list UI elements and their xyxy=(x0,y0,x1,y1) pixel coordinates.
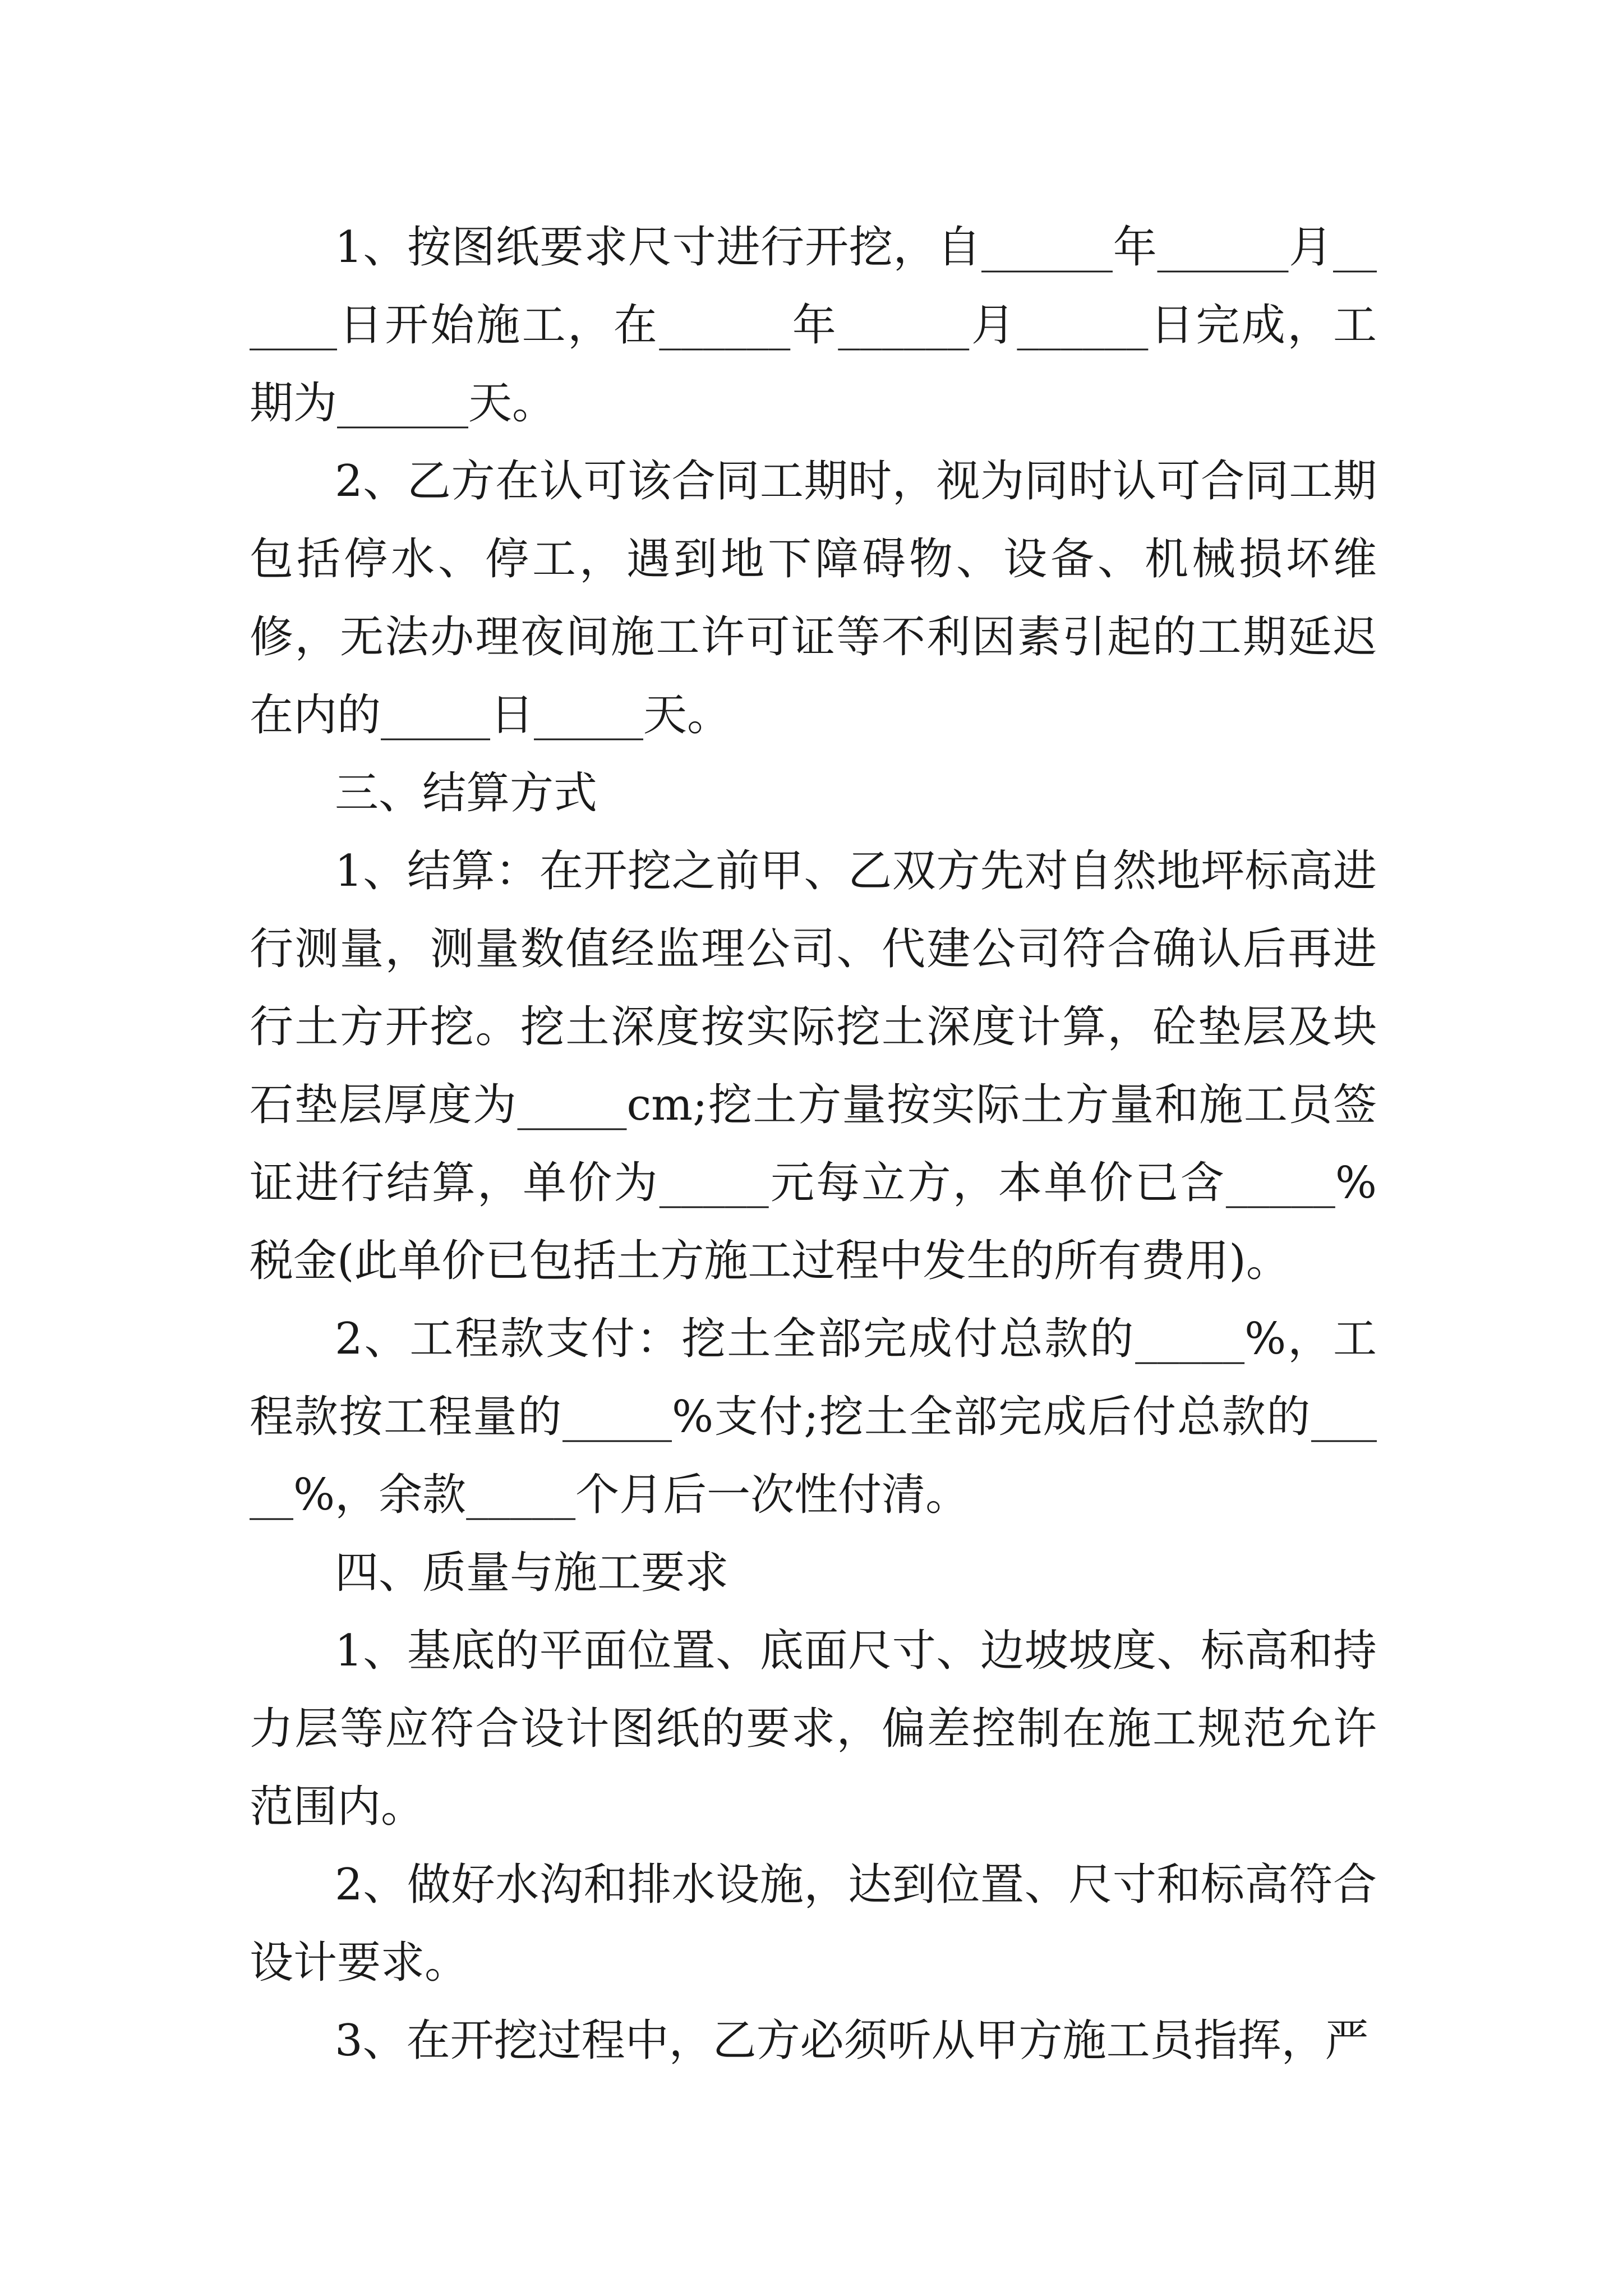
paragraph-schedule-dates: 1、按图纸要求尺寸进行开挖，自______年______月______日开始施工，在______年______月______日完成，工期为______天。 xyxy=(250,222,1377,429)
section-heading-quality: 四、质量与施工要求 xyxy=(335,1548,729,1598)
section-heading-settlement: 三、结算方式 xyxy=(335,768,598,818)
paragraph-quality-1: 1、基底的平面位置、底面尺寸、边坡坡度、标高和持力层等应符合设计图纸的要求，偏差控制在施工规范允许范围内。 xyxy=(250,1626,1377,1832)
paragraph-schedule-delays: 2、乙方在认可该合同工期时，视为同时认可合同工期包括停水、停工，遇到地下障碍物、设备、机械损坏维修，无法办理夜间施工许可证等不利因素引起的工期延迟在内的_____日_____天。 xyxy=(250,456,1377,740)
paragraph-settlement: 1、结算：在开挖之前甲、乙双方先对自然地坪标高进行测量，测量数值经监理公司、代建公司符合确认后再进行土方开挖。挖土深度按实际挖土深度计算，砼垫层及块石垫层厚度为_____cm;挖土方量按实际土方量和施工员签证进行结算，单价为_____元每立方，本单价已含_____%税金(此单价已包括土方施工过程中发生的所有费用)。 xyxy=(250,846,1377,1286)
paragraph-quality-3: 3、在开挖过程中，乙方必须听从甲方施工员指挥，严 xyxy=(335,2016,1369,2066)
paragraph-quality-2: 2、做好水沟和排水设施，达到位置、尺寸和标高符合设计要求。 xyxy=(250,1860,1377,1988)
paragraph-payment: 2、工程款支付：挖土全部完成付总款的_____%，工程款按工程量的_____%支付;挖土全部完成后付总款的_____%，余款_____个月后一次性付清。 xyxy=(250,1314,1377,1520)
document-body xyxy=(250,209,1377,2080)
